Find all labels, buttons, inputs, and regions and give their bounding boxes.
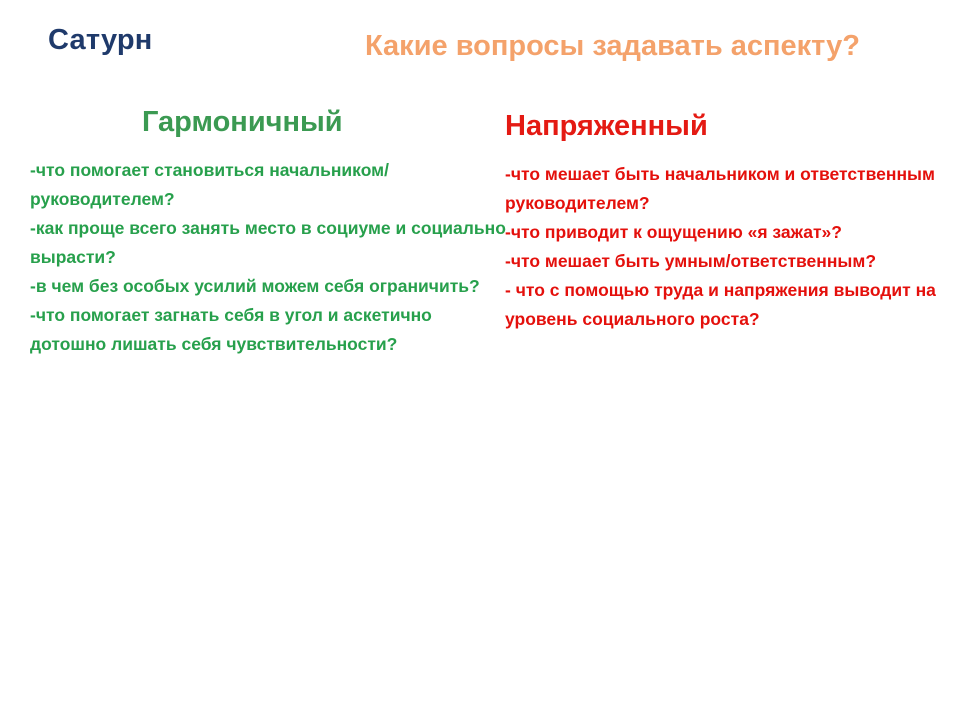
list-item: -что помогает становиться начальником/ руководителем? [30,160,389,209]
harmonious-heading: Гармоничный [142,106,343,138]
tense-question-list [505,160,957,334]
list-item: -как проще всего занять место в социуме и социально вырасти? [30,218,506,267]
list-item: -что помогает загнать себя в угол и аскетично дотошно лишать себя чувствительности? [30,305,432,354]
list-item: -что мешает быть умным/ответственным? [505,251,877,271]
harmonious-question-list [30,156,510,359]
list-item: -что мешает быть начальником и ответственным руководителем? [505,164,935,213]
tense-heading: Напряженный [505,110,708,142]
list-item: - что с помощью труда и напряжения выводит на уровень социального роста? [505,280,936,329]
planet-title: Сатурн [48,24,153,56]
list-item: -в чем без особых усилий можем себя ограничить? [30,276,480,296]
list-item: -что приводит к ощущению «я зажат»? [505,222,842,242]
slide-question-heading: Какие вопросы задавать аспекту? [365,30,860,62]
